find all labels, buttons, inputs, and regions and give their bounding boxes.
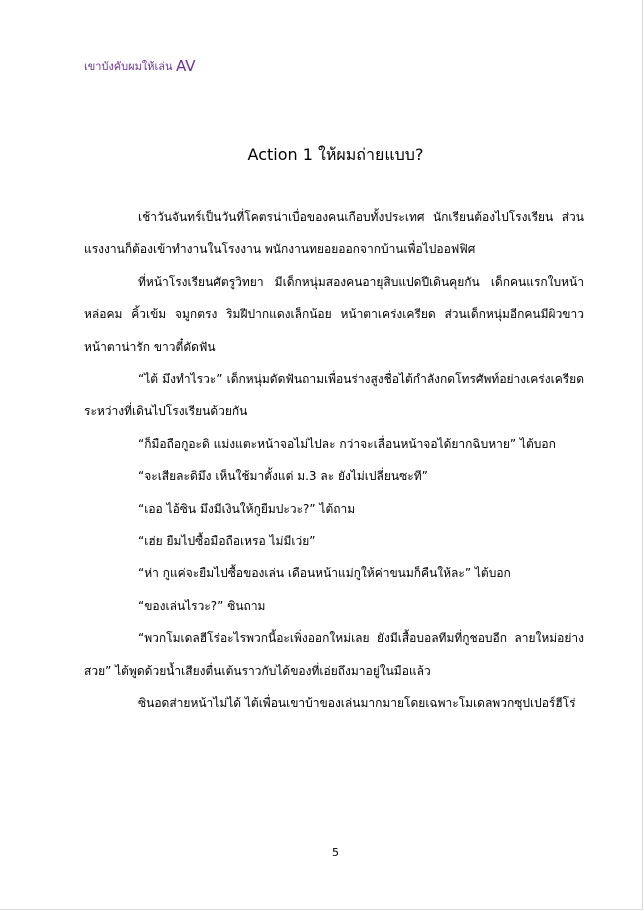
running-header-tag: AV [176,57,196,75]
paragraph: ที่หน้าโรงเรียนศัตรูวิทยา มีเด็กหนุ่มสองคนอายุสิบแปดปีเดินคุยกัน เด็กคนแรกใบหน้าหล่อคม คิ้วเข้ม จมูกตรง ริมฝีปากแดงเล็กน้อย หน้าตาเคร่งเครียด ส่วนเด็กหนุ่มอีกคนมีผิวขาว หน้าตาน่ารัก ขาวตี๋ดัดฟัน [84,274,584,354]
paragraph: “ห่า กูแค่จะยืมไปซื้อของเล่น เดือนหน้าแม่กูให้ค่าขนมก็คืนให้ละ” ไต้บอก [138,566,511,581]
paragraph: เช้าวันจันทร์เป็นวันที่โคตรน่าเบื่อของคนเกือบทั้งประเทศ นักเรียนต้องไปโรงเรียน ส่วนแรงงานก็ต้องเข้าทำงานในโรงงาน พนักงานทยอยออกจากบ้านเพื่อไปออฟฟิศ [84,210,584,257]
paragraph: “ก็มือถือกูอะดิ แม่งแตะหน้าจอไม่ไปละ กว่าจะเลื่อนหน้าจอได้ยากฉิบหาย” ไต้บอก [138,436,556,451]
chapter-title: Action 1 ให้ผมถ่ายแบบ? [247,145,424,164]
page-number: 5 [332,846,339,859]
paragraph: “ไต้ มึงทำไรวะ” เด็กหนุ่มดัดฟันถามเพื่อนร่างสูงชื่อไต้กำลังกดโทรศัพท์อย่างเคร่งเครียด ระหว่างที่เดินไปโรงเรียนด้วยกัน [84,372,584,419]
paragraph: “เฮ่ย ยืมไปซื้อมือถือเหรอ ไม่มีเว่ย” [138,534,316,549]
paragraph: “ของเล่นไรวะ?” ซินถาม [138,598,266,613]
paragraph: “เออ ไอ้ซิน มึงมีเงินให้กูยืมปะวะ?” ไต้ถาม [138,501,356,516]
running-header-title: เขาบังคับผมให้เล่น [84,60,173,73]
running-header [84,57,196,75]
paragraph: ซินอดส่ายหน้าไม่ได้ ไต้เพื่อนเขาบ้าของเล่นมากมายโดยเฉพาะโมเดลพวกซุปเปอร์ฮีโร่ [138,696,576,711]
paragraph: “พวกโมเดลฮีโร่อะไรพวกนี้อะเพิ่งออกใหม่เลย ยังมีเสื้อบอลทีมที่กูชอบอีก ลายใหม่อย่างสวย” ไต้พูดด้วยน้ำเสียงตื่นเต้นราวกับได้ของที่เอ่ยถึงมาอยู่ในมือแล้ว [84,631,584,678]
body-text [84,201,584,720]
paragraph: “จะเสียละดิมึง เห็นใช้มาตั้งแต่ ม.3 ละ ยังไม่เปลี่ยนซะที” [138,469,428,484]
